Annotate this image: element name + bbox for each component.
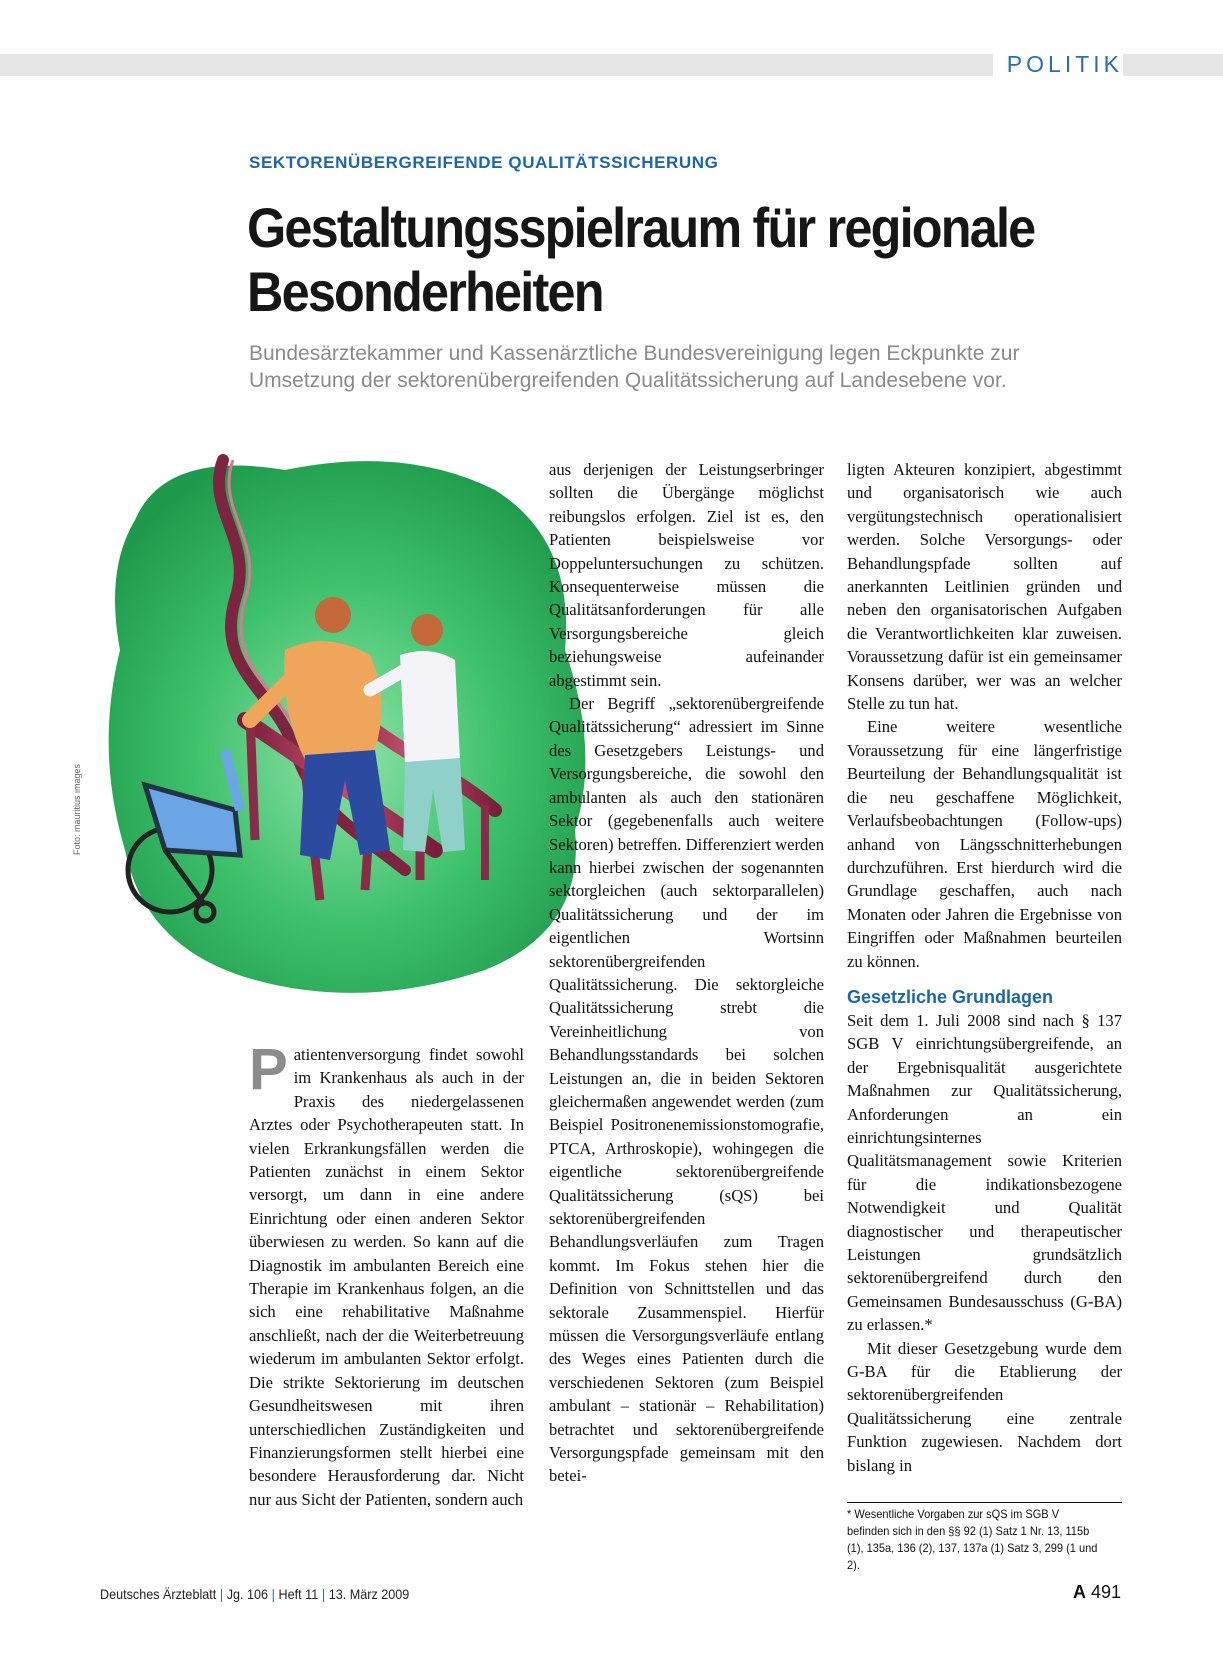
journal-date: 13. März 2009 (328, 1586, 410, 1602)
paragraph: Der Begriff „sektorenübergreifende Qualitätssicherung“ adressiert im Sinne des Gesetzgebers Leistungs- und Versorgungsbereiche, die sowohl den ambulanten als auch den stationären Sektor (gegebenenfalls auch weitere Sektoren) betreffen. Differenziert werden kann hierbei zwischen der sogenannten sektorgleichen (auch sektorparallelen) Qualitätssicherung und der im eigentlichen Wortsinn sektorenübergreifenden Qualitätssicherung. Die sektorgleiche Qualitätssicherung strebt die Vereinheitlichung von Behandlungsstandards bei solchen Leistungen an, die in beiden Sektoren gleichermaßen angewendet werden (zum Beispiel Positronenemissionstomografie, PTCA, Arthroskopie), wohingegen die eigentliche sektorenübergreifende Qualitätssicherung (sQS) bei sektorenübergreifenden Behandlungsverläufen zum Tragen kommt. Im Fokus stehen hier die Definition von Schnittstellen und das sektorale Zusammenspiel. Hierfür müssen die Versorgungsverläufe entlang des Weges eines Patienten durch die verschiedenen Sektoren (zum Beispiel ambulant – stationär – Rehabilitation) betrachtet und sektorenübergreifende Versorgungspfade gemeinsam mit den betei- (549, 694, 824, 1486)
footnote-divider (847, 1502, 1122, 1503)
journal-volume: Jg. 106 (226, 1586, 269, 1602)
journal-name: Deutsches Ärzteblatt (100, 1586, 217, 1602)
article-kicker: SEKTORENÜBERGREIFENDE QUALITÄTSSICHERUNG (249, 153, 719, 172)
page-number-value: 491 (1090, 1582, 1121, 1602)
dropcap: P (249, 1037, 288, 1102)
page-prefix: A (1072, 1582, 1086, 1602)
article-title: Gestaltungsspielraum für regionale Besonderheiten (247, 196, 1035, 323)
article-illustration (105, 450, 595, 1010)
paragraph: aus derjenigen der Leistungserbringer sollten die Übergänge möglichst reibungslos erfolgen. Ziel ist es, den Patienten beispielsweise vor Doppeluntersuchungen zu schützen. Konsequenterweise müssen die Qualitätsanforderungen für alle Versorgungsbereiche gleich beziehungsweise aufeinander abgestimmt sein. (549, 460, 824, 690)
section-heading: Gesetzliche Grundlagen (847, 986, 1054, 1007)
journal-issue: Heft 11 (278, 1586, 319, 1602)
section-label: POLITIK (993, 50, 1123, 78)
page-number (1073, 1582, 1121, 1603)
footer-citation: Deutsches Ärzteblatt | Jg. 106 | Heft 11 | 13. März 2009 (100, 1586, 410, 1602)
paragraph: ligten Akteuren konzipiert, abgestimmt und organisatorisch wie auch vergütungstechnisch operationalisiert werden. Solche Versorgungs- oder Behandlungspfade sollten auf anerkannten Leitlinien gründen und neben den organisatorischen Aufgaben die Verantwortlichkeiten klar zuweisen. Voraussetzung dafür ist ein gemeinsamer Konsens darüber, wer was an welcher Stelle zu tun hat. (847, 460, 1122, 714)
photo-credit: Foto: mauritius images (72, 763, 82, 855)
article-column-1 (249, 1037, 524, 1511)
paragraph: Mit dieser Gesetzgebung wurde dem G-BA für die Etablierung der sektorenübergreifenden Qualitätssicherung eine zentrale Funktion zugewiesen. Nachdem dort bislang in (847, 1338, 1122, 1475)
paragraph: atientenversorgung findet sowohl im Krankenhaus als auch in der Praxis des niedergelassenen Arztes oder Psychotherapeuten statt. In vielen Erkrankungsfällen werden die Patienten zunächst in einem Sektor versorgt, um dann in eine andere Einrichtung oder einen anderen Sektor überwiesen zu werden. So kann auf die Diagnostik im ambulanten Bereich eine Therapie im Krankenhaus folgen, an die sich eine rehabilitative Maßnahme anschließt, nach der die Weiterbetreuung wiederum im ambulanten Sektor erfolgt. Die strikte Sektorierung im deutschen Gesundheitswesen mit ihren unterschiedlichen Zuständigkeiten und Finanzierungsformen stellt hierbei eine besondere Herausforderung dar. Nicht nur aus Sicht der Patienten, sondern auch (249, 1045, 524, 1509)
article-column-2 (549, 458, 824, 1488)
article-lead: Bundesärztekammer und Kassenärztliche Bundesvereinigung legen Eckpunkte zur Umsetzung der sektorenübergreifenden Qualitätssicherung auf Landesebene vor. (249, 342, 1020, 392)
footnote: * Wesentliche Vorgaben zur sQS im SGB V befinden sich in den §§ 92 (1) Satz 1 Nr. 13, 115b (1), 135a, 136 (2), 137, 137a (1) Satz 3, 299 (1 und 2). (847, 1507, 1098, 1572)
paragraph: Seit dem 1. Juli 2008 sind nach § 137 SGB V einrichtungsübergreifende, an der Ergebnisqualität ausgerichtete Maßnahmen zur Qualitätssicherung, Anforderungen an ein einrichtungsinternes Qualitätsmanagement sowie Kriterien für die indikationsbezogene Notwendigkeit und Qualität diagnostischer und therapeutischer Leistungen grundsätzlich sektorenübergreifend durch den Gemeinsamen Bundesausschuss (G-BA) zu erlassen.* (847, 1010, 1122, 1335)
article-column-3 (847, 458, 1122, 1477)
paragraph: Eine weitere wesentliche Voraussetzung für eine längerfristige Beurteilung der Behandlungsqualität ist die neu geschaffene Möglichkeit, Verlaufsbeobachtungen (Follow-ups) anhand von Längsschnitterhebungen durchzuführen. Erst hierdurch wird die Grundlage geschaffen, auch nach Monaten oder Jahren die Ergebnisse von Eingriffen oder Maßnahmen beurteilen zu können. (847, 717, 1122, 971)
